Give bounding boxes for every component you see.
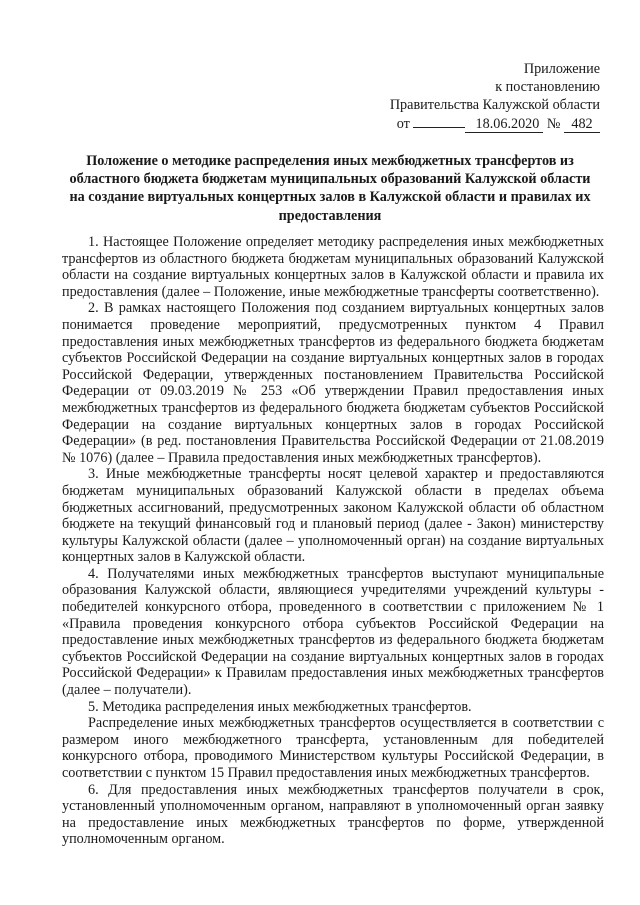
date-blank: [413, 127, 465, 128]
document-body: [62, 234, 604, 848]
paragraph-5: 5. Методика распределения иных межбюджетных трансфертов.: [88, 698, 472, 715]
paragraph-6: 6. Для предоставления иных межбюджетных трансфертов получатели в срок, установленный уполномоченным органом, направляют в уполномоченный орган заявку на предоставление иных межбюджетных трансфертов по форме, утвержденной уполномоченным органом.: [62, 781, 604, 848]
document-title: Положение о методике распределения иных межбюджетных трансфертов из областного бюджета бюджетам муниципальных образований Калужской области на создание виртуальных концертных залов в Калужской области и правилах их предоставления: [69, 153, 591, 224]
appendix-date-line: [340, 115, 600, 133]
appendix-government: Правительства Калужской области: [389, 97, 600, 113]
paragraph-2: 2. В рамках настоящего Положения под созданием виртуальных концертных залов понимается проведение мероприятий, предусмотренных пунктом 4 Правил предоставления иных межбюджетных трансфертов из федерального бюджета бюджетам субъектов Российской Федерации на создание виртуальных концертных залов в городах Российской Федерации, утвержденных постановлением Правительства Российской Федерации от 09.03.2019 № 253 «Об утверждении Правил предоставления иных межбюджетных трансфертов из федерального бюджета бюджетам субъектов Российской Федерации на создание виртуальных концертных залов в городах Российской Федерации» (в ред. постановления Правительства Российской Федерации от 21.08.2019 № 1076) (далее – Правила предоставления иных межбюджетных трансфертов).: [62, 300, 604, 466]
appendix-header: [340, 60, 600, 133]
from-label: от: [396, 116, 410, 132]
number-label: №: [546, 116, 561, 132]
paragraph-3: 3. Иные межбюджетные трансферты носят целевой характер и предоставляются бюджетам муниципальных образований Калужской области в пределах объема бюджетных ассигнований, предусмотренных законом Калужской области об областном бюджете на текущий финансовый год и плановый период (далее - Закон) министерству культуры Калужской области (далее – уполномоченный орган) на создание виртуальных концертных залов в Калужской области.: [62, 466, 604, 566]
paragraph-4: 4. Получателями иных межбюджетных трансфертов выступают муниципальные образования Калужской области, являющиеся учредителями учреждений культуры - победителей конкурсного отбора, проведенного в соответствии с приложением № 1 «Правила проведения конкурсного отбора субъектов Российской Федерации на предоставление иных межбюджетных трансфертов из федерального бюджета бюджетам субъектов Российской Федерации на создание виртуальных концертных залов в городах Российской Федерации» к Правилам предоставления иных межбюджетных трансфертов (далее – получатели).: [62, 565, 604, 699]
resolution-number: 482: [564, 117, 600, 133]
appendix-label: Приложение: [523, 61, 600, 77]
resolution-date: 18.06.2020: [465, 117, 543, 133]
paragraph-1: 1. Настоящее Положение определяет методику распределения иных межбюджетных трансфертов из областного бюджета бюджетам муниципальных образований Калужской области на создание виртуальных концертных залов в Калужской области и правила их предоставления (далее – Положение, иные межбюджетные трансферты соответственно).: [62, 234, 604, 300]
paragraph-5-text: Распределение иных межбюджетных трансфертов осуществляется в соответствии с размером иного межбюджетного трансферта, установленным для победителей конкурсного отбора, проводимого Министерством культуры Российской Федерации, в соответствии с пунктом 15 Правил предоставления иных межбюджетных трансфертов.: [62, 715, 604, 781]
appendix-resolution: к постановлению: [495, 79, 600, 95]
